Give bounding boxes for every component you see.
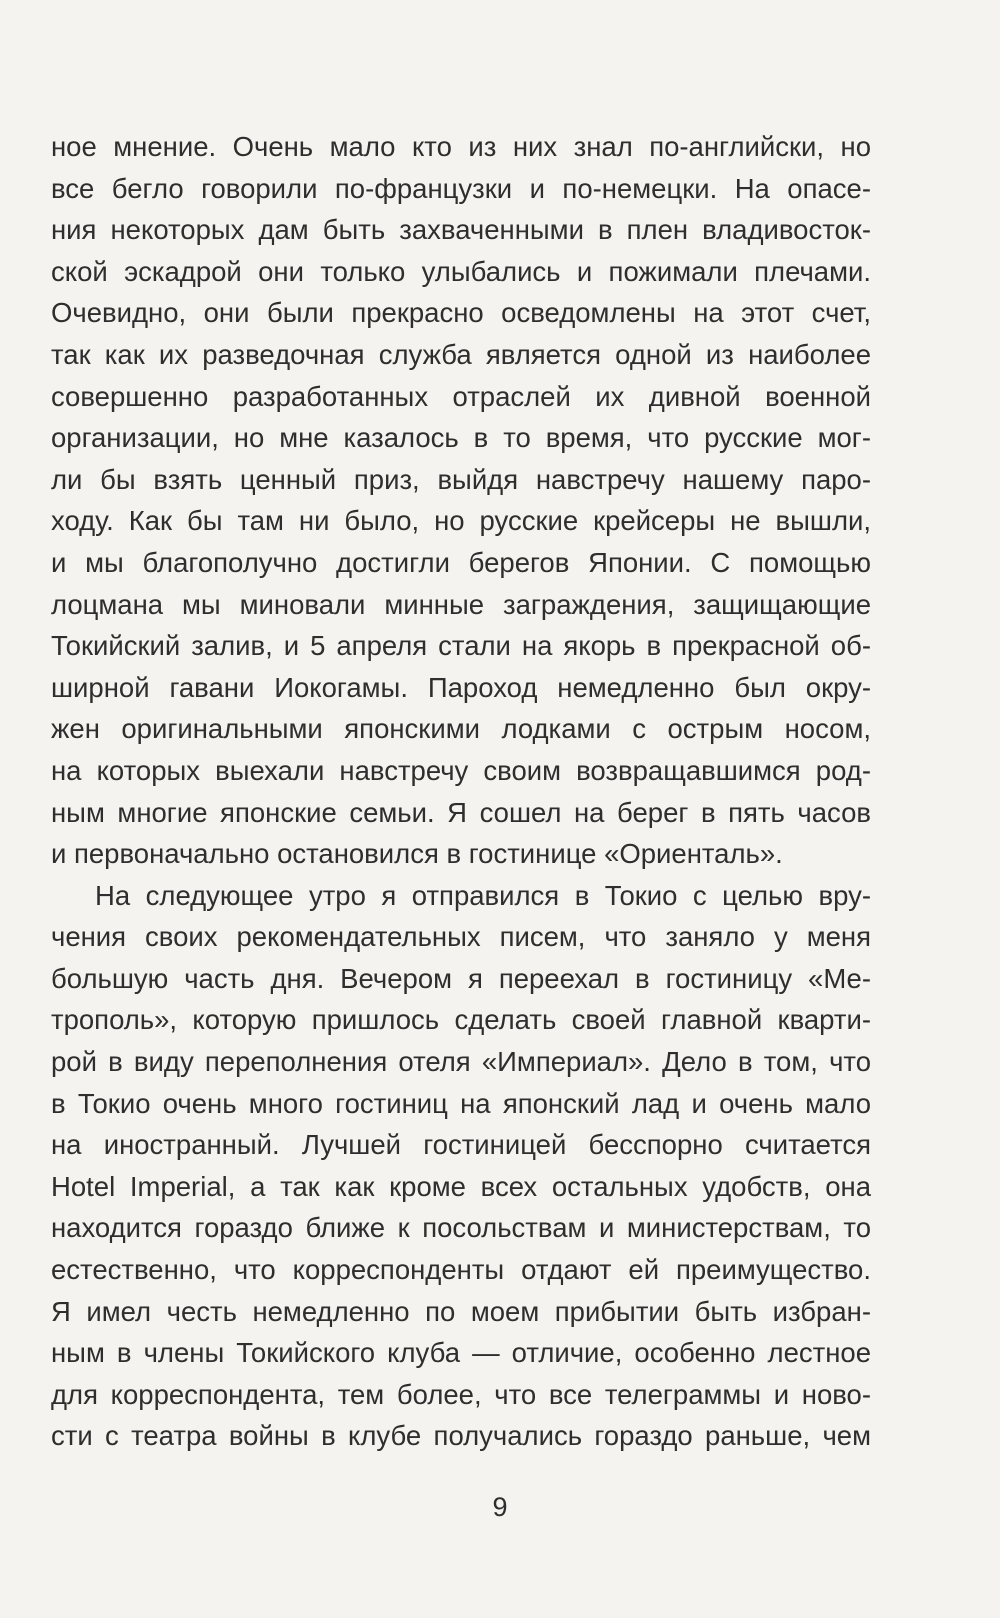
- text-line: Hotel Imperial, а так как кроме всех остальных удобств, она: [51, 1170, 871, 1202]
- text-line: чения своих рекомендательных писем, что заняло у меня: [51, 921, 871, 953]
- paragraph-end-line: и первоначально остановился в гостинице «Ориенталь».: [51, 838, 783, 870]
- text-line: ным в члены Токийского клуба — отличие, особенно лестное: [51, 1337, 871, 1369]
- text-line: совершенно разработанных отраслей их дивной военной: [51, 380, 871, 412]
- text-line: трополь», которую пришлось сделать своей главной кварти-: [51, 1004, 871, 1036]
- paragraph-first-line: На следующее утро я отправился в Токио с целью вру-: [95, 879, 871, 911]
- text-line: в Токио очень много гостиниц на японский лад и очень мало: [51, 1087, 871, 1119]
- text-line: Токийский залив, и 5 апреля стали на якорь в прекрасной об-: [51, 630, 871, 662]
- text-line: Я имел честь немедленно по моем прибытии быть избран-: [51, 1295, 871, 1327]
- text-line: естественно, что корреспонденты отдают ей преимущество.: [51, 1254, 871, 1286]
- text-line: Очевидно, они были прекрасно осведомлены на этот счет,: [51, 297, 871, 329]
- text-line: ширной гавани Иокогамы. Пароход немедленно был окру-: [51, 671, 871, 703]
- text-line: на иностранный. Лучшей гостиницей бесспорно считается: [51, 1129, 871, 1161]
- text-line: жен оригинальными японскими лодками с острым носом,: [51, 713, 871, 745]
- text-line: большую часть дня. Вечером я переехал в гостиницу «Ме-: [51, 962, 871, 994]
- text-line: ным многие японские семьи. Я сошел на берег в пять часов: [51, 796, 871, 828]
- text-line: сти с театра войны в клубе получались гораздо раньше, чем: [51, 1420, 871, 1452]
- page-number: 9: [492, 1492, 508, 1522]
- text-line: ской эскадрой они только улыбались и пожимали плечами.: [51, 255, 871, 287]
- text-line: все бегло говорили по-французки и по-немецки. На опасе-: [51, 172, 871, 204]
- body-text: [51, 126, 871, 1457]
- text-line: ния некоторых дам быть захваченными в плен владивосток-: [51, 214, 871, 246]
- text-line: рой в виду переполнения отеля «Империал». Дело в том, что: [51, 1046, 871, 1078]
- text-line: и мы благополучно достигли берегов Японии. С помощью: [51, 546, 871, 578]
- text-line: организации, но мне казалось в то время, что русские мог-: [51, 422, 871, 454]
- text-line: ходу. Как бы там ни было, но русские крейсеры не вышли,: [51, 505, 871, 537]
- text-line: ли бы взять ценный приз, выйдя навстречу нашему паро-: [51, 463, 871, 495]
- text-line: на которых выехали навстречу своим возвращавшимся род-: [51, 754, 871, 786]
- text-line: ное мнение. Очень мало кто из них знал по-английски, но: [51, 131, 871, 162]
- text-line: так как их разведочная служба является одной из наиболее: [51, 338, 871, 370]
- text-line: лоцмана мы миновали минные заграждения, защищающие: [51, 588, 871, 620]
- text-line: для корреспондента, тем более, что все телеграммы и ново-: [51, 1378, 871, 1410]
- text-line: находится гораздо ближе к посольствам и министерствам, то: [51, 1212, 871, 1244]
